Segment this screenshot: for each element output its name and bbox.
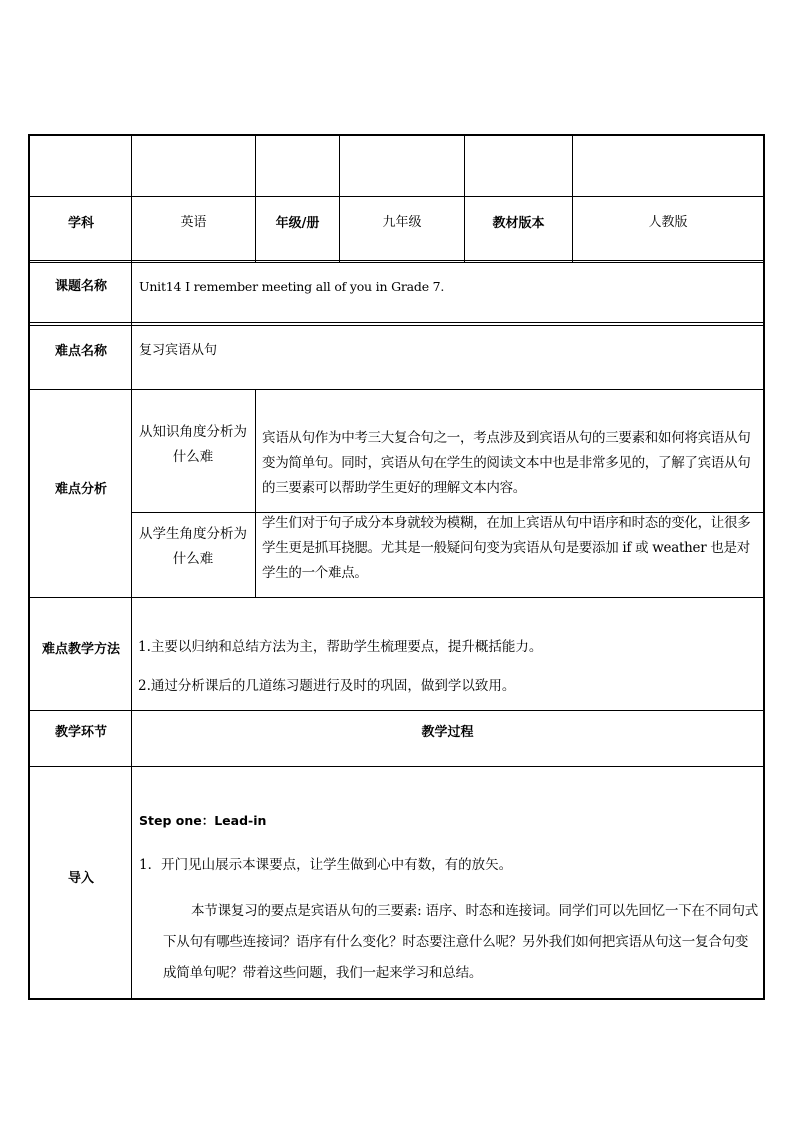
- column-divider: [572, 134, 573, 262]
- method-label: 难点教学方法: [41, 642, 120, 657]
- stage-header: 教学环节: [54, 725, 107, 740]
- edition-value: 人教版: [648, 215, 688, 230]
- row-divider: [28, 322, 765, 323]
- table-bottom-border: [28, 998, 765, 1000]
- row-divider: [28, 766, 765, 767]
- subject-value: 英语: [180, 215, 207, 230]
- column-divider: [339, 134, 340, 262]
- row-divider: [28, 262, 765, 263]
- difficulty-label: 难点名称: [54, 344, 107, 359]
- grade-value: 九年级: [382, 215, 422, 230]
- student-angle-label: 从学生角度分析为什么难: [139, 526, 247, 567]
- intro-paragraph: 本节课复习的要点是宾语从句的三要素: 语序、时态和连接词。同学们可以先回忆一下在不同句式下从句有哪些连接词？语序有什么变化？时态要注意什么呢？另外我们如何把宾语从句这一复合句变成简单句呢？带着这些问题，我们一起来学习和总结。: [163, 903, 759, 981]
- subject-label: 学科: [67, 216, 94, 231]
- knowledge-angle-text: 宾语从句作为中考三大复合句之一，考点涉及到宾语从句的三要素和如何将宾语从句变为简单句。同时，宾语从句在学生的阅读文本中也是非常多见的，了解了宾语从句的三要素可以帮助学生更好的理解文本内容。: [262, 430, 751, 496]
- row-divider: [28, 325, 765, 326]
- table-right-border: [763, 134, 765, 1000]
- row-divider: [28, 710, 765, 711]
- lesson-title: Unit14 I remember meeting all of you in Grade 7.: [139, 279, 445, 294]
- intro-point-1: 1．开门见山展示本课要点，让学生做到心中有数，有的放矢。: [139, 857, 513, 873]
- analysis-label: 难点分析: [54, 482, 107, 497]
- row-divider: [28, 260, 765, 261]
- student-angle-text: 学生们对于句子成分本身就较为模糊，在加上宾语从句中语序和时态的变化，让很多学生更是抓耳挠腮。尤其是一般疑问句变为宾语从句是要添加 if 或 weather 也是对学生的一个难点。: [262, 515, 751, 581]
- column-divider: [255, 134, 256, 262]
- intro-step-title: Step one：Lead-in: [139, 813, 267, 828]
- row-divider: [28, 389, 765, 390]
- column-divider: [131, 134, 132, 998]
- column-divider: [255, 389, 256, 597]
- intro-label: 导入: [67, 871, 94, 886]
- knowledge-angle-label: 从知识角度分析为什么难: [139, 424, 247, 465]
- row-divider: [28, 196, 765, 197]
- process-header: 教学过程: [421, 725, 474, 740]
- row-divider: [28, 597, 765, 598]
- column-divider: [464, 134, 465, 262]
- table-left-border: [28, 134, 30, 1000]
- lesson-label: 课题名称: [54, 279, 107, 294]
- table-top-border: [28, 134, 765, 136]
- edition-label: 教材版本: [492, 216, 545, 231]
- method-item-2: 2.通过分析课后的几道练习题进行及时的巩固，做到学以致用。: [138, 678, 516, 694]
- difficulty-value: 复习宾语从句: [139, 343, 218, 358]
- grade-label: 年级/册: [275, 216, 320, 231]
- method-item-1: 1.主要以归纳和总结方法为主，帮助学生梳理要点，提升概括能力。: [138, 639, 543, 655]
